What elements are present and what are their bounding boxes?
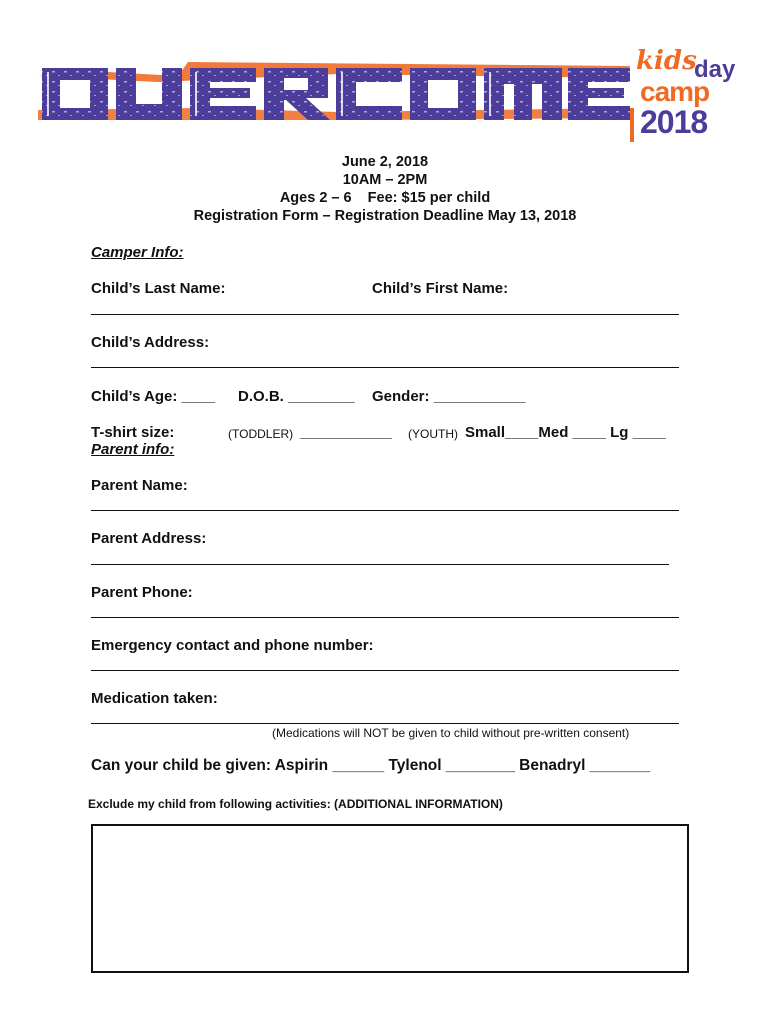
year-text: 2018 [640,104,708,140]
medication-label: Medication taken: [91,690,218,707]
gender-field[interactable]: Gender: ___________ [372,388,526,405]
day-text: day [694,56,736,83]
camper-info-heading: Camper Info: [91,244,184,261]
child-last-name-label: Child’s Last Name: [91,280,226,297]
medication-note: (Medications will NOT be given to child without pre-written consent) [272,726,630,740]
medication-line[interactable] [91,723,679,724]
kids-text: kids [636,46,697,76]
exclude-activities-label: Exclude my child from following activities: (ADDITIONAL INFORMATION) [88,797,503,811]
youth-tag: (YOUTH) [408,427,458,441]
parent-phone-line[interactable] [91,617,679,618]
event-date: June 2, 2018 [341,154,429,170]
child-address-label: Child’s Address: [91,334,210,351]
logo-bar [630,108,634,142]
parent-name-label: Parent Name: [91,477,188,494]
overcome-logo [38,58,630,124]
toddler-tag: (TODDLER) [228,427,294,441]
parent-name-line[interactable] [91,510,679,511]
child-age-field[interactable]: Child’s Age: ____ [91,388,215,405]
parent-phone-label: Parent Phone: [91,584,193,601]
youth-sizes-field[interactable]: Small____Med ____ Lg ____ [465,424,666,441]
parent-address-label: Parent Address: [91,530,207,547]
child-address-line[interactable] [91,367,679,368]
ages-fee: Ages 2 – 6 Fee: $15 per child [279,190,491,206]
child-name-line[interactable] [91,314,679,315]
additional-information-box[interactable] [91,824,689,973]
parent-address-line[interactable] [91,564,669,565]
registration-deadline: Registration Form – Registration Deadline May 13, 2018 [193,208,577,224]
medicine-question[interactable]: Can your child be given: Aspirin ______ Tylenol ________ Benadryl _______ [91,757,651,774]
tshirt-size-label: T-shirt size: [91,424,175,441]
toddler-size-blank[interactable]: ___________ [300,424,392,441]
parent-info-heading: Parent info: [91,441,175,458]
emergency-contact-label: Emergency contact and phone number: [91,637,374,654]
kids-day-camp-logo [636,46,746,147]
dob-field[interactable]: D.O.B. ________ [238,388,355,405]
child-first-name-label: Child’s First Name: [372,280,509,297]
event-time: 10AM – 2PM [342,172,428,188]
emergency-contact-line[interactable] [91,670,679,671]
camp-text: camp [640,76,710,107]
